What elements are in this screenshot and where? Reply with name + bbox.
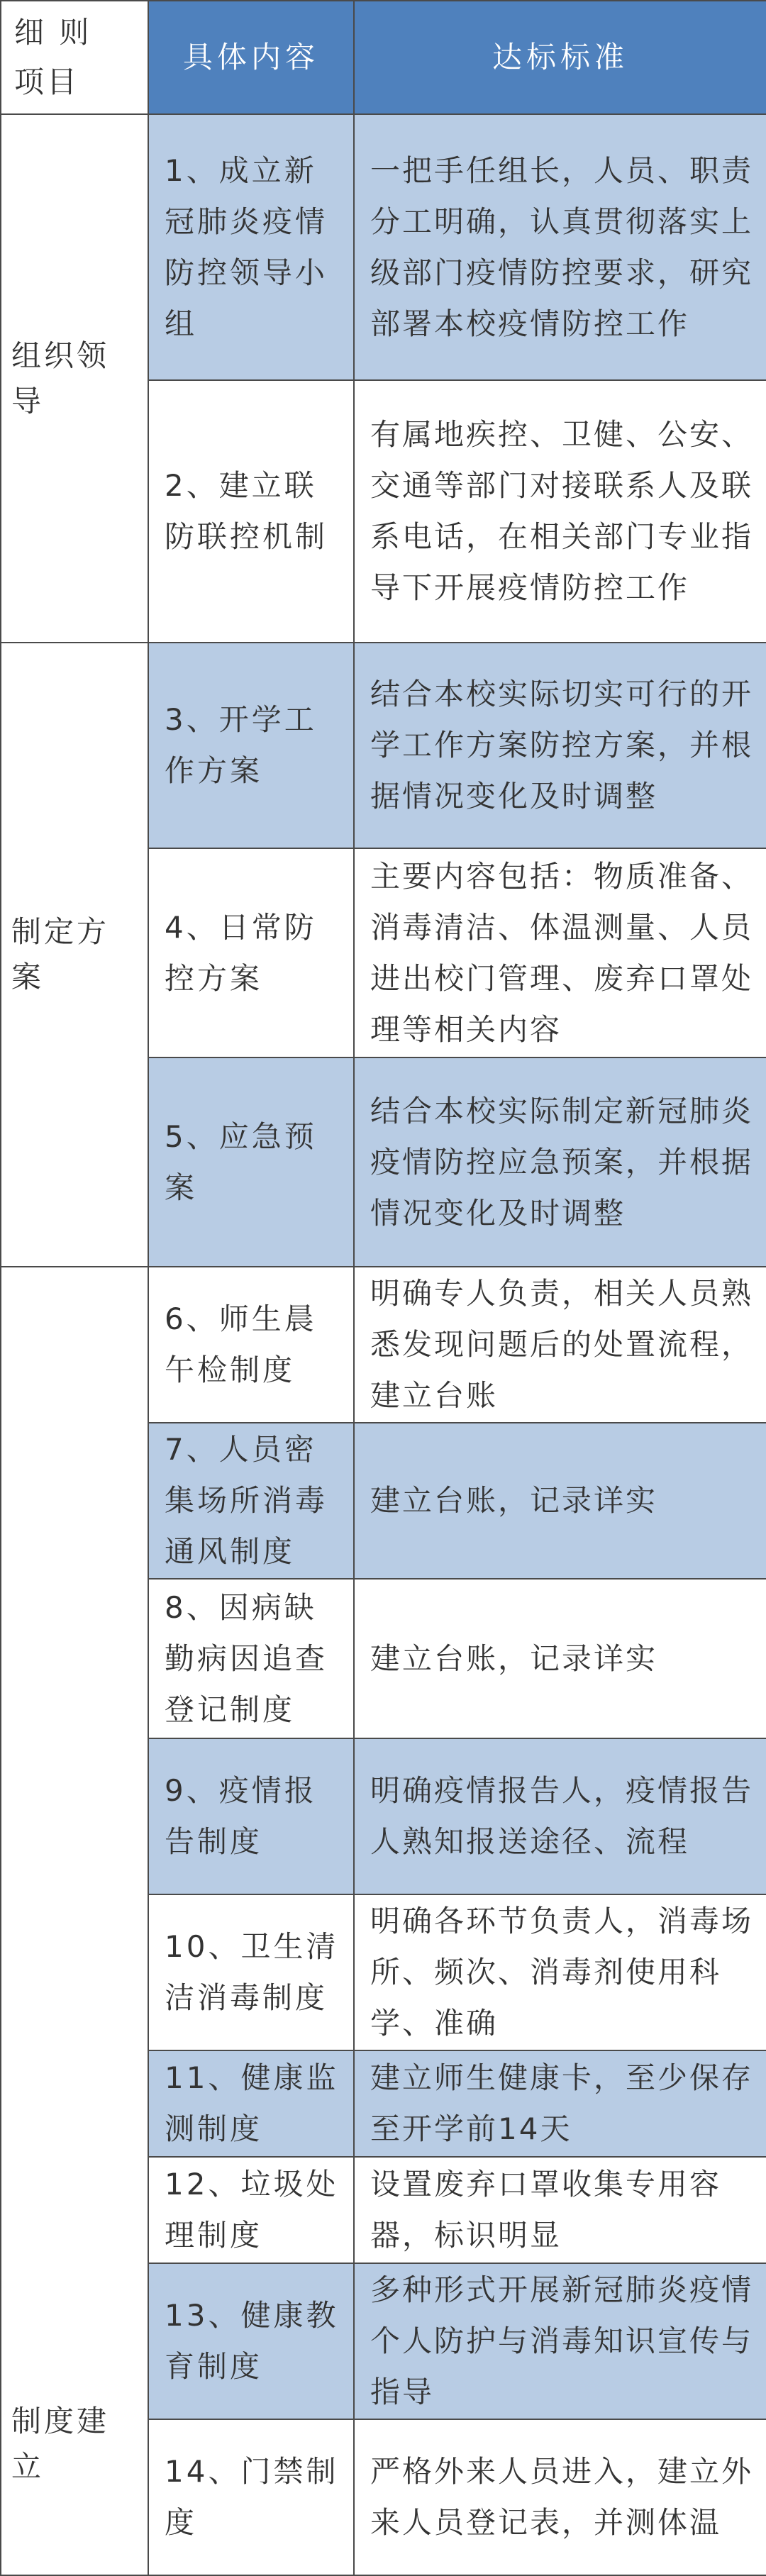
table-row: [1, 1267, 766, 1423]
standard-cell: 严格外来人员进入，建立外来人员登记表，并测体温: [354, 2419, 766, 2575]
category-cell: 制度建立: [1, 1267, 148, 2575]
item-cell: 11、健康监测制度: [148, 2050, 354, 2157]
item-cell: 7、人员密集场所消毒通风制度: [148, 1423, 354, 1579]
item-cell: 2、建立联防联控机制: [148, 380, 354, 643]
item-cell: 10、卫生清洁消毒制度: [148, 1894, 354, 2050]
header-category: 细 则 项目: [1, 1, 148, 114]
item-cell: 6、师生晨午检制度: [148, 1267, 354, 1423]
standard-cell: 多种形式开展新冠肺炎疫情个人防护与消毒知识宣传与指导: [354, 2263, 766, 2419]
item-cell: 13、健康教育制度: [148, 2263, 354, 2419]
standard-cell: 建立师生健康卡，至少保存至开学前14天: [354, 2050, 766, 2157]
item-cell: 4、日常防控方案: [148, 848, 354, 1057]
standard-cell: 一把手任组长，人员、职责分工明确，认真贯彻落实上级部门疫情防控要求，研究部署本校疫情防控工作: [354, 114, 766, 380]
standard-cell: 有属地疾控、卫健、公安、交通等部门对接联系人及联系电话，在相关部门专业指导下开展疫情防控工作: [354, 380, 766, 643]
item-cell: 1、成立新冠肺炎疫情防控领导小组: [148, 114, 354, 380]
standard-cell: 主要内容包括：物质准备、消毒清洁、体温测量、人员进出校门管理、废弃口罩处理等相关内容: [354, 848, 766, 1057]
standard-cell: 结合本校实际制定新冠肺炎疫情防控应急预案，并根据情况变化及时调整: [354, 1057, 766, 1267]
standard-cell: 结合本校实际切实可行的开学工作方案防控方案，并根据情况变化及时调整: [354, 643, 766, 848]
header-content: 具体内容: [148, 1, 354, 114]
item-cell: 14、门禁制度: [148, 2419, 354, 2575]
header-standard: 达标标准: [354, 1, 766, 114]
item-cell: 9、疫情报告制度: [148, 1738, 354, 1894]
item-cell: 12、垃圾处理制度: [148, 2157, 354, 2263]
standard-cell: 明确疫情报告人，疫情报告人熟知报送途径、流程: [354, 1738, 766, 1894]
table-row: [1, 114, 766, 380]
category-cell: 制定方案: [1, 643, 148, 1267]
standard-cell: 明确各环节负责人，消毒场所、频次、消毒剂使用科学、准确: [354, 1894, 766, 2050]
item-cell: 5、应急预案: [148, 1057, 354, 1267]
item-cell: 8、因病缺勤病因追查登记制度: [148, 1579, 354, 1738]
item-cell: 3、开学工作方案: [148, 643, 354, 848]
standard-cell: 明确专人负责，相关人员熟悉发现问题后的处置流程，建立台账: [354, 1267, 766, 1423]
table-row: [1, 643, 766, 848]
standard-cell: 建立台账，记录详实: [354, 1423, 766, 1579]
category-cell: 组织领导: [1, 114, 148, 643]
standard-cell: 建立台账，记录详实: [354, 1579, 766, 1738]
header-row: [1, 1, 766, 114]
standard-cell: 设置废弃口罩收集专用容器，标识明显: [354, 2157, 766, 2263]
